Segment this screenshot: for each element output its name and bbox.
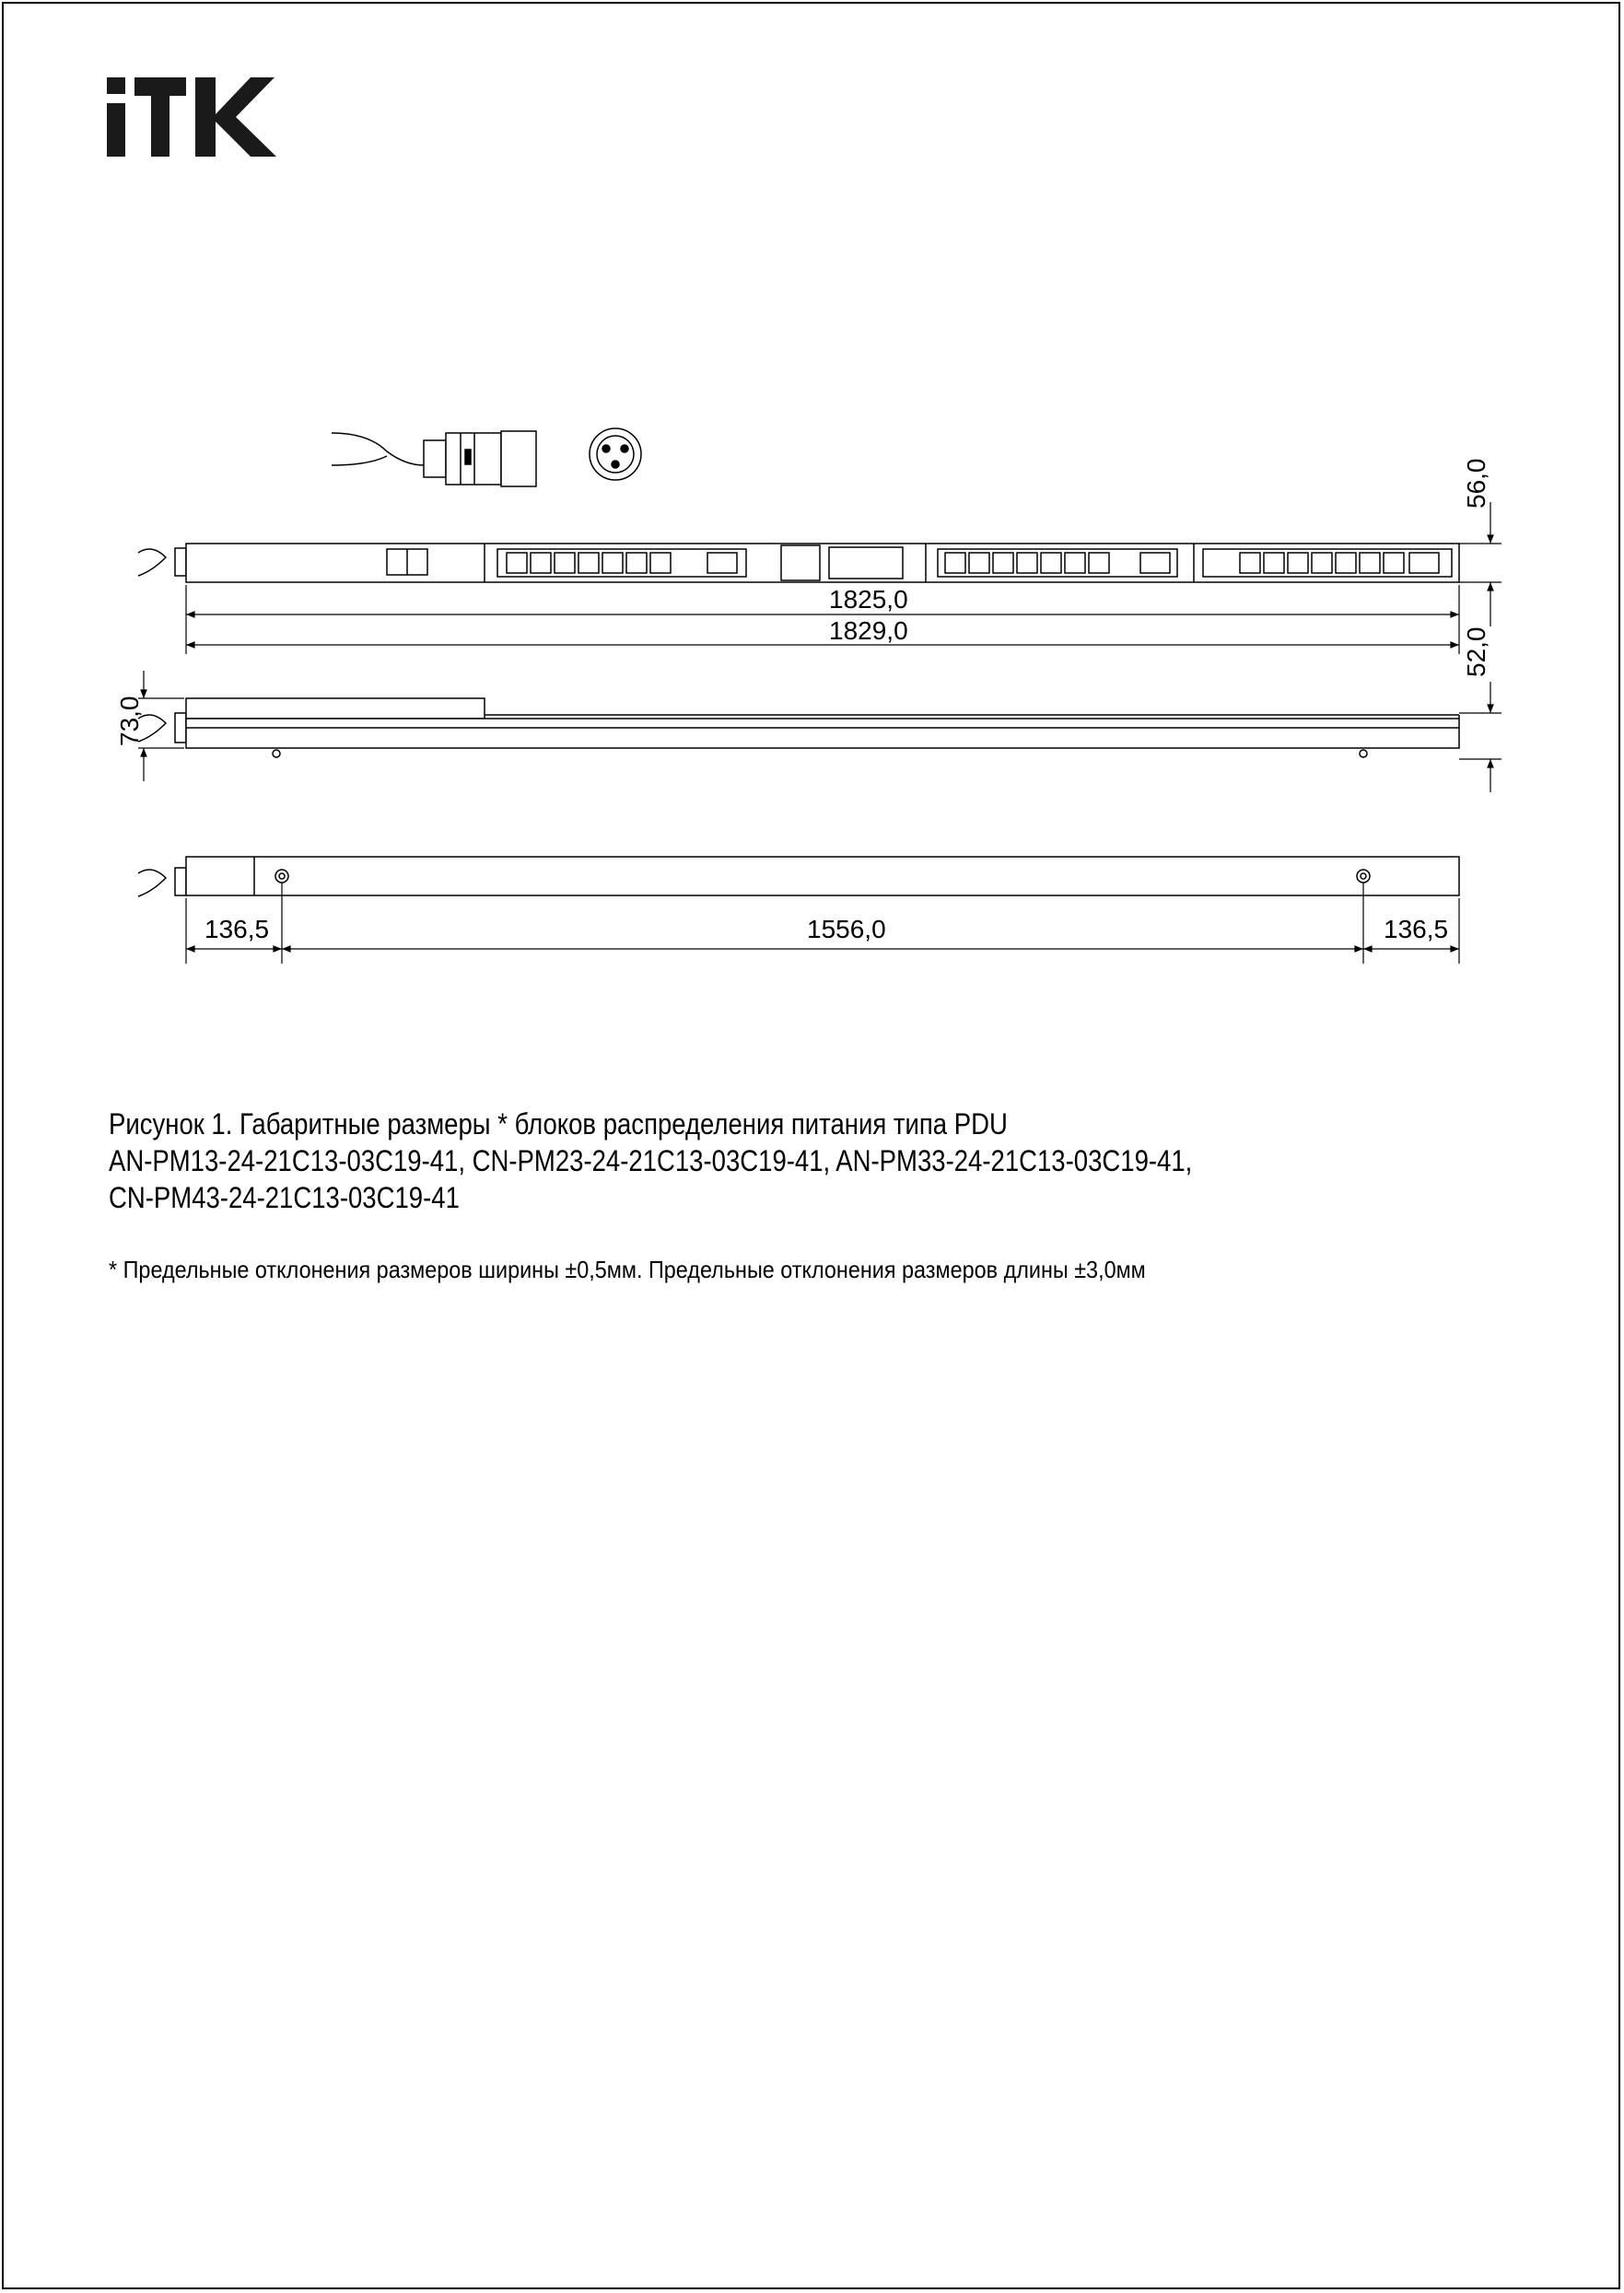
tolerance-note: * Предельные отклонения размеров ширины ±0,5мм. Предельные отклонения размеров длины ±3,0мм [109, 1256, 1146, 1283]
dim-length-inner: 1825,0 [829, 585, 908, 614]
caption-line-2: AN-PM13-24-21C13-03C19-41, CN-PM23-24-21C13-03C19-41, AN-PM33-24-21C13-03C19-41, [109, 1144, 1193, 1177]
dim-mount-right: 136,5 [1384, 915, 1449, 943]
dim-height-side: 52,0 [1462, 626, 1490, 677]
pdu-front-view [138, 544, 1459, 582]
dim-mount-center: 1556,0 [807, 915, 886, 943]
dim-height-front: 56,0 [1462, 458, 1490, 509]
pdu-side-view [138, 698, 1459, 757]
plug-front-view [590, 428, 641, 480]
technical-drawing [0, 0, 1624, 1013]
figure-caption [109, 1106, 1297, 1216]
pdu-back-view [138, 857, 1459, 896]
caption-line-1: Рисунок 1. Габаритные размеры * блоков распределения питания типа PDU [109, 1107, 1008, 1141]
plug-side-view [332, 431, 536, 486]
dim-length-total: 1829,0 [829, 616, 908, 645]
dim-depth-side: 73,0 [115, 696, 144, 746]
caption-line-3: CN-PM43-24-21C13-03C19-41 [109, 1181, 460, 1214]
dim-mount-left: 136,5 [204, 915, 270, 943]
